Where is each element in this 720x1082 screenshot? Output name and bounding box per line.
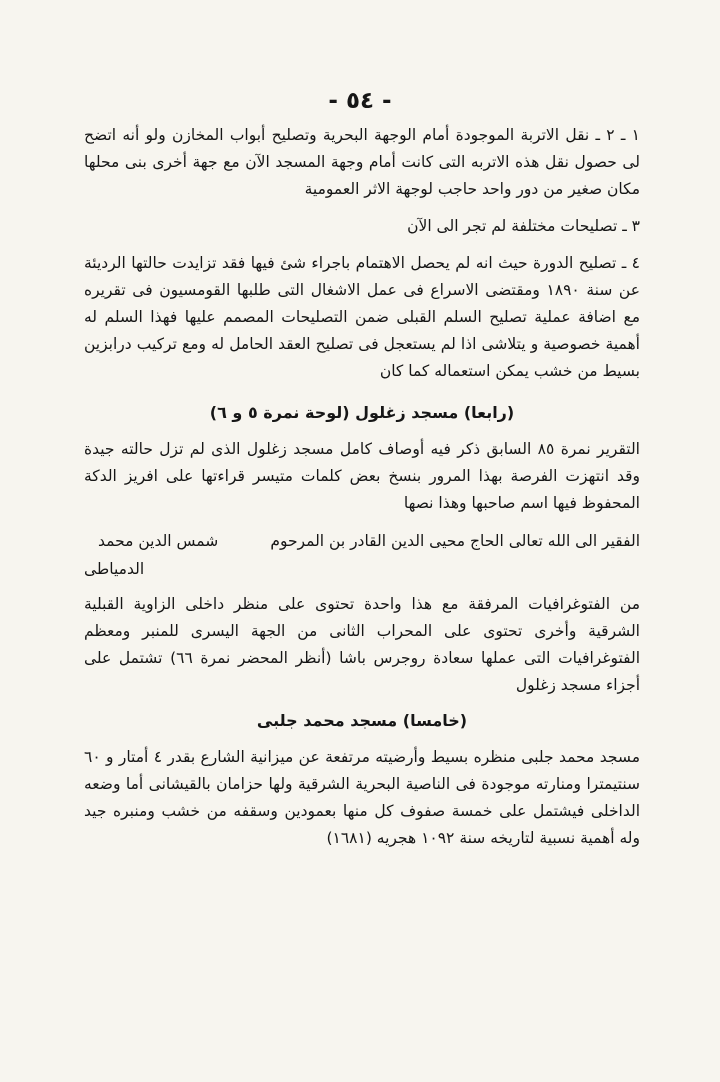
inscription-sub-text: الدمياطى (84, 560, 145, 578)
inscription-right-text: الفقير الى الله تعالى الحاج محيى الدين القادر بن المرحوم (270, 532, 640, 550)
inscription-left-text: شمس الدين محمد (98, 532, 219, 550)
section-heading-celebi: (خامسا) مسجد محمد جلبى (256, 711, 468, 730)
paragraph-zaghlul-report: التقرير نمرة ٨٥ السابق ذكر فيه أوصاف كامل مسجد زغلول الذى لم تزل حالته جيدة وقد انتهزت الفرصة بهذا المرور بنسخ بعض كلمات متيسر قراءتها على افريز الدكة المحفوظ فيها اسم صاحبها وهذا نصها (84, 440, 640, 512)
paragraph-item-4: ٤ ـ تصليح الدورة حيث انه لم يحصل الاهتمام باجراء شئ فيها فقد تزايدت حالتها الرديئة عن سنة ١٨٩٠ ومقتضى الاسراع فى عمل الاشغال التى طلبها القومسيون فى تقريره مع اضافة عملية تصليح السلم القبلى ضمن التصليحات المصمم عليها فهذا السلم له أهمية خصوصية و يتلاشى اذا لم يستعجل فى تصليح العقد الحامل له ومع تركيب درابزين بسيط من خشب يمكن استعماله كما كان (84, 254, 640, 380)
page-number: - ٥٤ - (328, 88, 392, 114)
paragraph-photographs: من الفتوغرافيات المرفقة مع هذا واحدة تحتوى على منظر داخلى الزاوية القبلية الشرقية وأخرى تحتوى على المحراب الثانى من الجهة اليسرى للمنبر ومعظم الفتوغرافيات التى عملها سعادة روجرس باشا (أنظر المحضر نمرة ٦٦) تشتمل على أجزاء مسجد زغلول (84, 595, 641, 694)
inscription-line (84, 527, 640, 555)
section-heading-zaghlul: (رابعا) مسجد زغلول (لوحة نمرة ٥ و ٦) (209, 403, 515, 422)
paragraph-items-1-2: ١ ـ ٢ ـ نقل الاتربة الموجودة أمام الوجهة البحرية وتصليح أبواب المخازن ولو أنه اتضح لى حصول نقل هذه الاتربه التى كانت أمام وجهة المسجد الآن مع جهة أخرى بنى محلها مكان صغير من دور واحد حاجب لوجهة الاثر العمومية (84, 126, 640, 198)
paragraph-celebi-description: مسجد محمد جلبى منظره بسيط وأرضيته مرتفعة عن ميزانية الشارع بقدر ٤ أمتار و ٦٠ سنتيمترا ومنارته موجودة فى الناصية البحرية الشرقية ولها حزامان بالقيشانى أما وضعه الداخلى فيشتمل على خمسة صفوف كل منها بعمودين وسقفه من خشب ومنبره جيد وله أهمية نسبية لتاريخه سنة ١٠٩٢ هجريه (١٦٨١) (84, 748, 640, 847)
paragraph-item-3: ٣ ـ تصليحات مختلفة لم تجر الى الآن (407, 217, 640, 235)
document-body (84, 122, 640, 852)
